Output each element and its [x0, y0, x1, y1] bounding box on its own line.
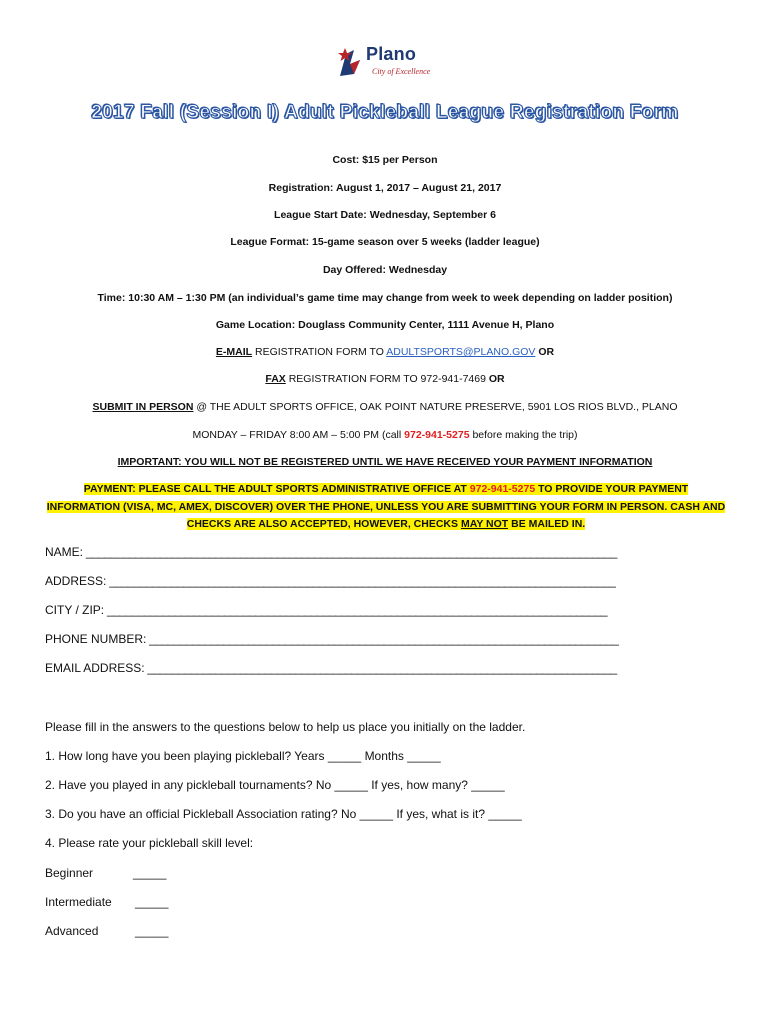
- email-or: OR: [535, 346, 555, 358]
- payment-mid: TO PROVIDE YOUR PAYMENT INFORMATION (VISA, MC, AMEX, DISCOVER) OVER THE PHONE, UNLESS YOU ARE SUBMITTING YOUR FORM IN PERSON. CASH AND CHECKS ARE ALSO ACCEPTED, HOWEVER, CHECKS: [46, 483, 726, 530]
- email-label: E-MAIL: [215, 346, 253, 358]
- logo-tagline: City of Excellence: [372, 67, 431, 76]
- hours-pre: MONDAY – FRIDAY 8:00 AM – 5:00 PM (call: [192, 429, 405, 441]
- questions-intro: Please fill in the answers to the questions below to help us place you initially on the ladder.: [45, 720, 526, 734]
- level-label: Beginner: [45, 866, 94, 880]
- registration-line: Registration: August 1, 2017 – August 21, 2017: [268, 182, 502, 194]
- payment-post: BE MAILED IN.: [508, 518, 586, 530]
- fax-text: REGISTRATION FORM TO 972-941-7469: [285, 373, 486, 385]
- level-blank[interactable]: _____: [133, 866, 167, 880]
- plano-logo: [336, 44, 436, 84]
- email-field[interactable]: EMAIL ADDRESS: ____________________________________________________________________________: [45, 661, 617, 675]
- start-date-line: League Start Date: Wednesday, September 6: [274, 209, 496, 221]
- skill-beginner[interactable]: [45, 866, 167, 880]
- question-2[interactable]: 2. Have you played in any pickleball tournaments? No _____ If yes, how many? _____: [45, 778, 505, 792]
- email-text: REGISTRATION FORM TO: [252, 346, 387, 358]
- person-text: @ THE ADULT SPORTS OFFICE, OAK POINT NATURE PRESERVE, 5901 LOS RIOS BLVD., PLANO: [193, 401, 678, 413]
- payment-notice: [46, 481, 726, 534]
- payment-phone: 972-941-5275: [469, 483, 536, 495]
- fax-submit-line: [0, 373, 770, 385]
- logo-name: Plano: [366, 44, 417, 64]
- phone-field[interactable]: PHONE NUMBER: ____________________________________________________________________________: [45, 632, 619, 646]
- address-field[interactable]: ADDRESS: __________________________________________________________________________________: [45, 574, 616, 588]
- question-4: 4. Please rate your pickleball skill level:: [45, 836, 254, 850]
- level-label: Intermediate: [45, 895, 112, 909]
- name-label: NAME:: [45, 545, 84, 559]
- important-notice: IMPORTANT: YOU WILL NOT BE REGISTERED UNTIL WE HAVE RECEIVED YOUR PAYMENT INFORMATION: [117, 456, 653, 468]
- location-line: Game Location: Douglass Community Center, 1111 Avenue H, Plano: [215, 319, 555, 331]
- payment-pre: PAYMENT: PLEASE CALL THE ADULT SPORTS ADMINISTRATIVE OFFICE AT: [83, 483, 470, 495]
- skill-intermediate[interactable]: [45, 895, 169, 909]
- fax-or: OR: [485, 373, 505, 385]
- hours-phone: 972-941-5275: [404, 429, 470, 441]
- city-zip-field[interactable]: CITY / ZIP: _________________________________________________________________________________: [45, 603, 608, 617]
- skill-advanced[interactable]: [45, 924, 169, 938]
- level-blank[interactable]: _____: [135, 924, 169, 938]
- cost-line: Cost: $15 per Person: [332, 154, 438, 166]
- phone-label: PHONE NUMBER:: [45, 632, 147, 646]
- level-label: Advanced: [45, 924, 99, 938]
- email-submit-line: [0, 346, 770, 358]
- email-link[interactable]: ADULTSPORTS@PLANO.GOV: [386, 346, 536, 358]
- person-label: SUBMIT IN PERSON: [92, 401, 194, 413]
- star-flag-icon: [336, 46, 366, 78]
- person-submit-line: [0, 401, 770, 413]
- format-line: League Format: 15-game season over 5 weeks (ladder league): [230, 236, 540, 248]
- office-hours-line: [0, 429, 770, 441]
- time-line: Time: 10:30 AM – 1:30 PM (an individual’s game time may change from week to week depending on ladder position): [97, 292, 673, 304]
- city-zip-label: CITY / ZIP:: [45, 603, 105, 617]
- day-line: Day Offered: Wednesday: [322, 264, 448, 276]
- question-1[interactable]: 1. How long have you been playing pickleball? Years _____ Months _____: [45, 749, 441, 763]
- payment-may-not: MAY NOT: [460, 518, 509, 530]
- hours-post: before making the trip): [469, 429, 578, 441]
- level-blank[interactable]: _____: [135, 895, 169, 909]
- address-label: ADDRESS:: [45, 574, 107, 588]
- name-field[interactable]: NAME: ______________________________________________________________________________________: [45, 545, 617, 559]
- question-3[interactable]: 3. Do you have an official Pickleball Association rating? No _____ If yes, what is it? _____: [45, 807, 522, 821]
- fax-label: FAX: [265, 373, 286, 385]
- page-title: 2017 Fall (Session I) Adult Pickleball League Registration Form: [91, 102, 679, 123]
- email-address-label: EMAIL ADDRESS:: [45, 661, 145, 675]
